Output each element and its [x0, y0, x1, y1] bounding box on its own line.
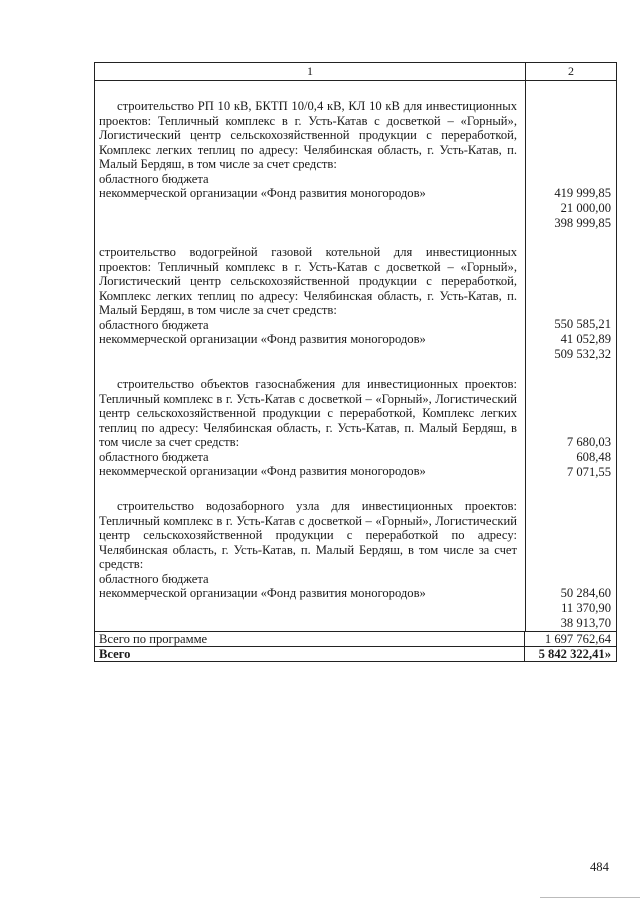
amount-column: [526, 81, 616, 631]
section-gas-supply: [99, 377, 517, 479]
page-number: 484: [590, 860, 609, 874]
amount-fund: 7 071,55: [566, 465, 611, 479]
budget-table: [94, 62, 617, 662]
amount-regional-budget: 21 000,00: [560, 201, 611, 215]
section-title: строительство водогрейной газовой котельной для инвестиционных проектов: Тепличный комплекс в г. Усть-Катав с досветкой – «Горный», Логистический центр сельскохозяйственной продукции с переработкой, Комплекс легких теплиц по адресу: Челябинская область, г. Усть-Катав, п. Малый Бердяш, в том числе за счет средств:: [99, 245, 517, 317]
line-fund: некоммерческой организации «Фонд развития моногородов»: [99, 332, 426, 346]
line-fund: некоммерческой организации «Фонд развития моногородов»: [99, 186, 426, 200]
section-boiler-house: [99, 245, 517, 347]
amount-regional-budget: 41 052,89: [560, 332, 611, 346]
line-fund: некоммерческой организации «Фонд развития моногородов»: [99, 464, 426, 478]
amount-fund: 398 999,85: [554, 216, 611, 230]
amount-regional-budget: 608,48: [576, 450, 611, 464]
section-title: строительство РП 10 кВ, БКТП 10/0,4 кВ, КЛ 10 кВ для инвестиционных проектов: Тепличный комплекс в г. Усть-Катав с досветкой – «Горный», Логистический центр сельскохозяйственной продукции с переработкой, Комплекс легких теплиц по адресу: Челябинская область, г. Усть-Катав, п. Малый Бердяш, в том числе за счет средств:: [99, 99, 517, 171]
line-regional-budget: областного бюджета: [99, 571, 209, 586]
program-total-row: [95, 632, 616, 647]
description-column: [95, 81, 526, 631]
column-header-2: 2: [568, 64, 574, 78]
section-water-intake: [99, 499, 517, 601]
amount-fund: 38 913,70: [560, 616, 611, 630]
grand-total-row: [95, 647, 616, 661]
amount-total: 50 284,60: [560, 586, 611, 600]
section-title: строительство объектов газоснабжения для инвестиционных проектов: Тепличный комплекс в г. Усть-Катав с досветкой – «Горный», Логистический центр сельскохозяйственной продукции с переработкой, Комплекс легких теплиц по адресу: Челябинская область, г. Усть-Катав, п. Малый Бердяш, в том числе за счет средств:: [99, 377, 517, 449]
amount-total: 419 999,85: [554, 186, 611, 200]
column-header-1: 1: [95, 63, 526, 80]
table-header-row: [95, 63, 616, 81]
table-body: [95, 81, 616, 632]
line-regional-budget: областного бюджета: [99, 317, 209, 332]
amount-total: 7 680,03: [566, 435, 611, 449]
grand-total-value: 5 842 322,41»: [538, 647, 611, 661]
program-total-value: 1 697 762,64: [544, 632, 611, 646]
amount-fund: 509 532,32: [554, 347, 611, 361]
line-regional-budget: областного бюджета: [99, 171, 209, 186]
line-regional-budget: областного бюджета: [99, 449, 209, 464]
amount-total: 550 585,21: [554, 317, 611, 331]
section-substation: [99, 99, 517, 201]
amount-regional-budget: 11 370,90: [561, 601, 611, 615]
section-title: строительство водозаборного узла для инвестиционных проектов: Тепличный комплекс в г. Усть-Катав с досветкой – «Горный», Логистический центр сельскохозяйственной продукции с переработкой по адресу: Челябинская область, г. Усть-Катав, п. Малый Бердяш, в том числе за счет средств:: [99, 499, 517, 571]
program-total-label: Всего по программе: [95, 632, 525, 646]
scan-edge-line: [540, 897, 640, 898]
grand-total-label: Всего: [95, 647, 525, 661]
line-fund: некоммерческой организации «Фонд развития моногородов»: [99, 586, 426, 600]
